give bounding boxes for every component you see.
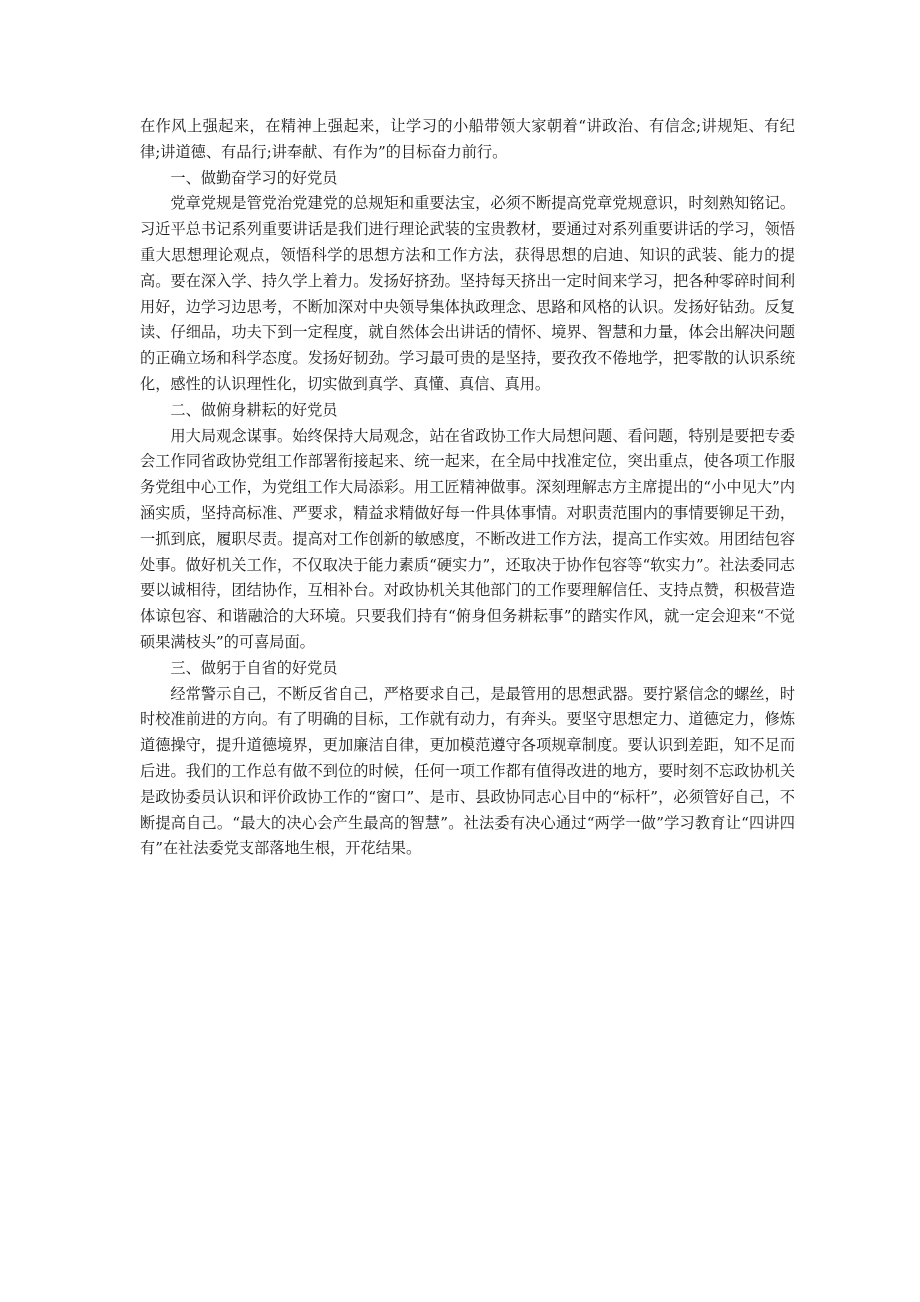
section-3-heading: 三、做躬于自省的好党员 — [170, 658, 338, 677]
section-1-heading: 一、做勤奋学习的好党员 — [170, 168, 338, 187]
document-page — [140, 114, 795, 862]
section-2-body: 用大局观念谋事。始终保持大局观念，站在省政协工作大局想问题、看问题，特别是要把专委会工作同省政协党组工作部署衔接起来、统一起来，在全局中找准定位，突出重点，使各项工作服务党组中心工作，为党组工作大局添彩。用工匠精神做事。深刻理解志方主席提出的“小中见大”内涵实质，坚持高标准、严要求，精益求精做好每一件具体事情。对职责范围内的事情要铆足干劲，一抓到底，履职尽责。提高对工作创新的敏感度，不断改进工作方法，提高工作实效。用团结包容处事。做好机关工作，不仅取决于能力素质“硬实力”，还取决于协作包容等“软实力”。社法委同志要以诚相待，团结协作，互相补台。对政协机关其他部门的工作要理解信任、支持点赞，积极营造体谅包容、和谐融洽的大环境。只要我们持有“俯身但务耕耘事”的踏实作风，就一定会迎来“不觉硕果满枝头”的可喜局面。 — [140, 426, 795, 651]
section-3-body: 经常警示自己，不断反省自己，严格要求自己，是最管用的思想武器。要拧紧信念的螺丝，时时校准前进的方向。有了明确的目标，工作就有动力，有奔头。要坚守思想定力、道德定力，修炼道德操守，提升道德境界，更加廉洁自律，更加模范遵守各项规章制度。要认识到差距，知不足而后进。我们的工作总有做不到位的时候，任何一项工作都有值得改进的地方，要时刻不忘政协机关是政协委员认识和评价政协工作的“窗口”、是市、县政协同志心目中的“标杆”，必须管好自己，不断提高自己。“最大的决心会产生最高的智慧”。社法委有决心通过“两学一做”学习教育让“四讲四有”在社法委党支部落地生根，开花结果。 — [140, 684, 795, 858]
section-1-body: 党章党规是管党治党建党的总规矩和重要法宝，必须不断提高党章党规意识，时刻熟知铭记。习近平总书记系列重要讲话是我们进行理论武装的宝贵教材，要通过对系列重要讲话的学习，领悟重大思想理论观点，领悟科学的思想方法和工作方法，获得思想的启迪、知识的武装、能力的提高。要在深入学、持久学上着力。发扬好挤劲。坚持每天挤出一定时间来学习，把各种零碎时间利用好，边学习边思考，不断加深对中央领导集体执政理念、思路和风格的认识。发扬好钻劲。反复读、仔细品，功夫下到一定程度，就自然体会出讲话的情怀、境界、智慧和力量，体会出解决问题的正确立场和科学态度。发扬好韧劲。学习最可贵的是坚持，要孜孜不倦地学，把零散的认识系统化，感性的认识理性化，切实做到真学、真懂、真信、真用。 — [140, 194, 795, 393]
intro-paragraph: 在作风上强起来，在精神上强起来，让学习的小船带领大家朝着“讲政治、有信念;讲规矩、有纪律;讲道德、有品行;讲奉献、有作为”的目标奋力前行。 — [140, 117, 795, 161]
section-2-heading: 二、做俯身耕耘的好党员 — [170, 400, 338, 419]
